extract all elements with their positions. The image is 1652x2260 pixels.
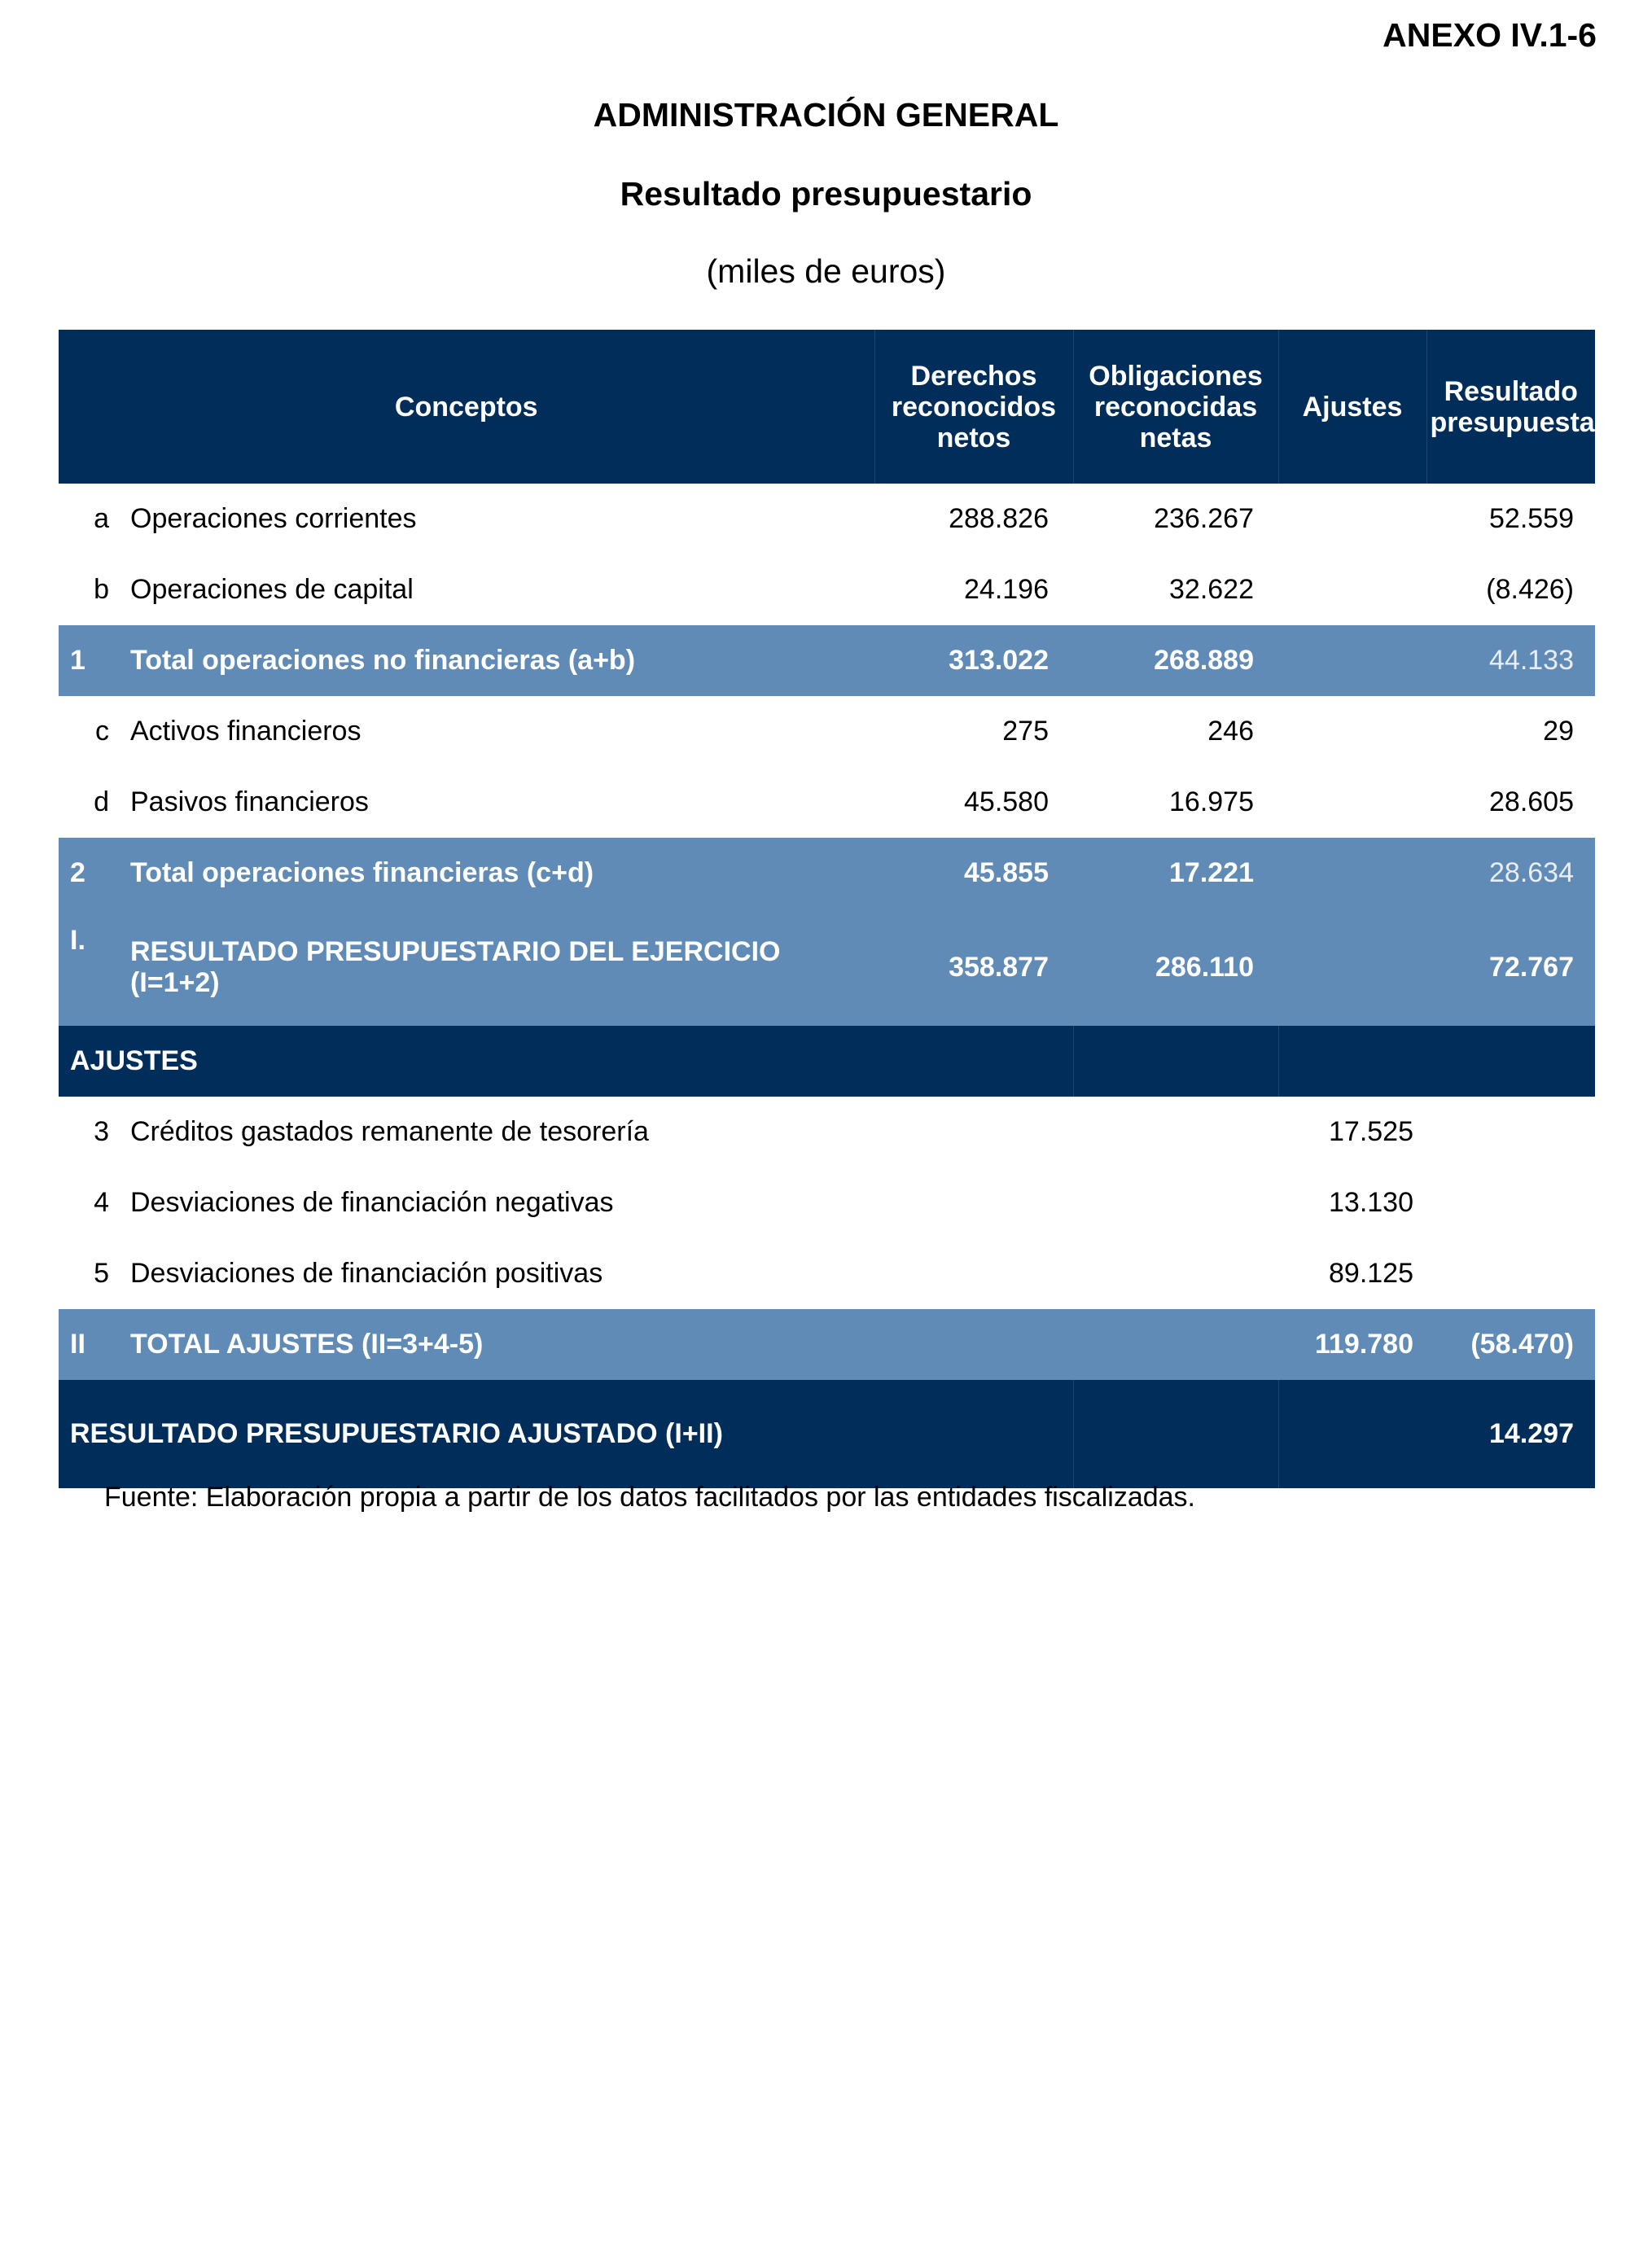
row-code: 4 [94, 1187, 109, 1218]
cell-obligaciones [1073, 1167, 1278, 1238]
cell-derechos [874, 1309, 1073, 1380]
cell-derechos [874, 1167, 1073, 1238]
row-code: 3 [94, 1116, 109, 1147]
cell-derechos: 288.826 [949, 503, 1049, 534]
page-title: ADMINISTRACIÓN GENERAL [593, 96, 1059, 134]
cell-derechos: 24.196 [964, 574, 1049, 605]
cell-ajustes [1278, 696, 1426, 767]
cell-ajustes [1278, 484, 1426, 554]
annex-label: ANEXO IV.1-6 [1383, 16, 1597, 54]
cell-derechos: 358.877 [874, 909, 1073, 1026]
subtotal-row [59, 838, 1595, 909]
row-code: d [94, 786, 109, 817]
cell-obligaciones: 32.622 [1169, 574, 1254, 605]
empty-cell [1426, 1026, 1595, 1097]
cell-derechos: 45.855 [874, 838, 1073, 909]
row-label: RESULTADO PRESUPUESTARIO DEL EJERCICIO (I=1+2) [119, 909, 874, 1026]
cell-ajustes [1278, 554, 1426, 625]
row-label: Operaciones corrientes [130, 503, 417, 534]
cell-obligaciones [1073, 1309, 1278, 1380]
units-label: (miles de euros) [706, 252, 946, 290]
cell-resultado: (8.426) [1486, 574, 1574, 605]
cell-obligaciones: 286.110 [1073, 909, 1278, 1026]
result-row [59, 909, 1595, 1026]
row-code: 2 [59, 838, 119, 909]
col-header-resultado: Resultado presupuestario [1426, 330, 1595, 484]
table-header-row [59, 330, 1595, 484]
empty-cell [1278, 1026, 1426, 1097]
table-row [59, 554, 1595, 625]
budget-result-table [59, 330, 1631, 1488]
cell-resultado: 52.559 [1489, 503, 1574, 534]
cell-ajustes [1278, 625, 1426, 696]
row-label: Desviaciones de financiación positivas [130, 1258, 603, 1289]
row-label: RESULTADO PRESUPUESTARIO AJUSTADO (I+II) [59, 1380, 1073, 1488]
cell-resultado [1426, 1238, 1595, 1309]
row-code: 1 [59, 625, 119, 696]
table-row [59, 1097, 1595, 1167]
cell-resultado: 28.634 [1426, 838, 1595, 909]
cell-obligaciones: 236.267 [1154, 503, 1254, 534]
row-label: Créditos gastados remanente de tesorería [130, 1116, 649, 1147]
cell-ajustes [1278, 767, 1426, 838]
row-code: a [94, 503, 109, 534]
cell-obligaciones: 17.221 [1073, 838, 1278, 909]
table-row [59, 696, 1595, 767]
cell-ajustes [1278, 909, 1426, 1026]
cell-ajustes: 13.130 [1329, 1187, 1413, 1218]
col-header-obligaciones: Obligaciones reconocidas netas [1073, 330, 1278, 484]
cell-obligaciones: 246 [1207, 716, 1254, 747]
row-label: Pasivos financieros [130, 786, 369, 817]
empty-cell [1073, 1026, 1278, 1097]
cell-resultado: 44.133 [1426, 625, 1595, 696]
row-code: b [94, 574, 109, 605]
section-header-row [59, 1026, 1595, 1097]
row-code: c [95, 716, 109, 747]
row-code: I. [59, 909, 119, 1026]
row-label: Activos financieros [130, 716, 362, 747]
cell-derechos [874, 1097, 1073, 1167]
row-code: 5 [94, 1258, 109, 1289]
cell-ajustes: 89.125 [1329, 1258, 1413, 1289]
table-row [59, 484, 1595, 554]
cell-ajustes: 17.525 [1329, 1116, 1413, 1147]
row-code: II [59, 1309, 119, 1380]
cell-derechos: 45.580 [964, 786, 1049, 817]
cell-obligaciones [1073, 1097, 1278, 1167]
cell-resultado: 72.767 [1426, 909, 1595, 1026]
cell-derechos: 275 [1002, 716, 1049, 747]
cell-resultado [1426, 1097, 1595, 1167]
subtotal-row [59, 625, 1595, 696]
section-label: AJUSTES [59, 1026, 1073, 1097]
table-row [59, 1167, 1595, 1238]
col-header-derechos: Derechos reconocidos netos [874, 330, 1073, 484]
cell-resultado: 14.297 [1426, 1380, 1595, 1488]
cell-resultado: 29 [1543, 716, 1574, 747]
col-header-concepts: Conceptos [59, 330, 874, 484]
cell-ajustes [1278, 838, 1426, 909]
cell-resultado: 28.605 [1489, 786, 1574, 817]
cell-derechos: 313.022 [874, 625, 1073, 696]
cell-ajustes: 119.780 [1278, 1309, 1426, 1380]
cell-obligaciones: 16.975 [1169, 786, 1254, 817]
row-label: Desviaciones de financiación negativas [130, 1187, 614, 1218]
row-label: Operaciones de capital [130, 574, 414, 605]
cell-obligaciones [1073, 1238, 1278, 1309]
cell-derechos [874, 1238, 1073, 1309]
row-label: Total operaciones no financieras (a+b) [119, 625, 874, 696]
table-row [59, 1238, 1595, 1309]
cell-obligaciones: 268.889 [1073, 625, 1278, 696]
row-label: TOTAL AJUSTES (II=3+4-5) [119, 1309, 874, 1380]
cell-resultado: (58.470) [1426, 1309, 1595, 1380]
empty-cell [1278, 1380, 1426, 1488]
cell-resultado [1426, 1167, 1595, 1238]
row-label: Total operaciones financieras (c+d) [119, 838, 874, 909]
table-row [59, 767, 1595, 838]
final-result-row [59, 1380, 1595, 1488]
source-note: Fuente: Elaboración propia a partir de los datos facilitados por las entidades fiscalizadas. [104, 1482, 1195, 1513]
col-header-ajustes: Ajustes [1278, 330, 1426, 484]
subtotal-row [59, 1309, 1595, 1380]
empty-cell [1073, 1380, 1278, 1488]
page-subtitle: Resultado presupuestario [620, 175, 1032, 212]
